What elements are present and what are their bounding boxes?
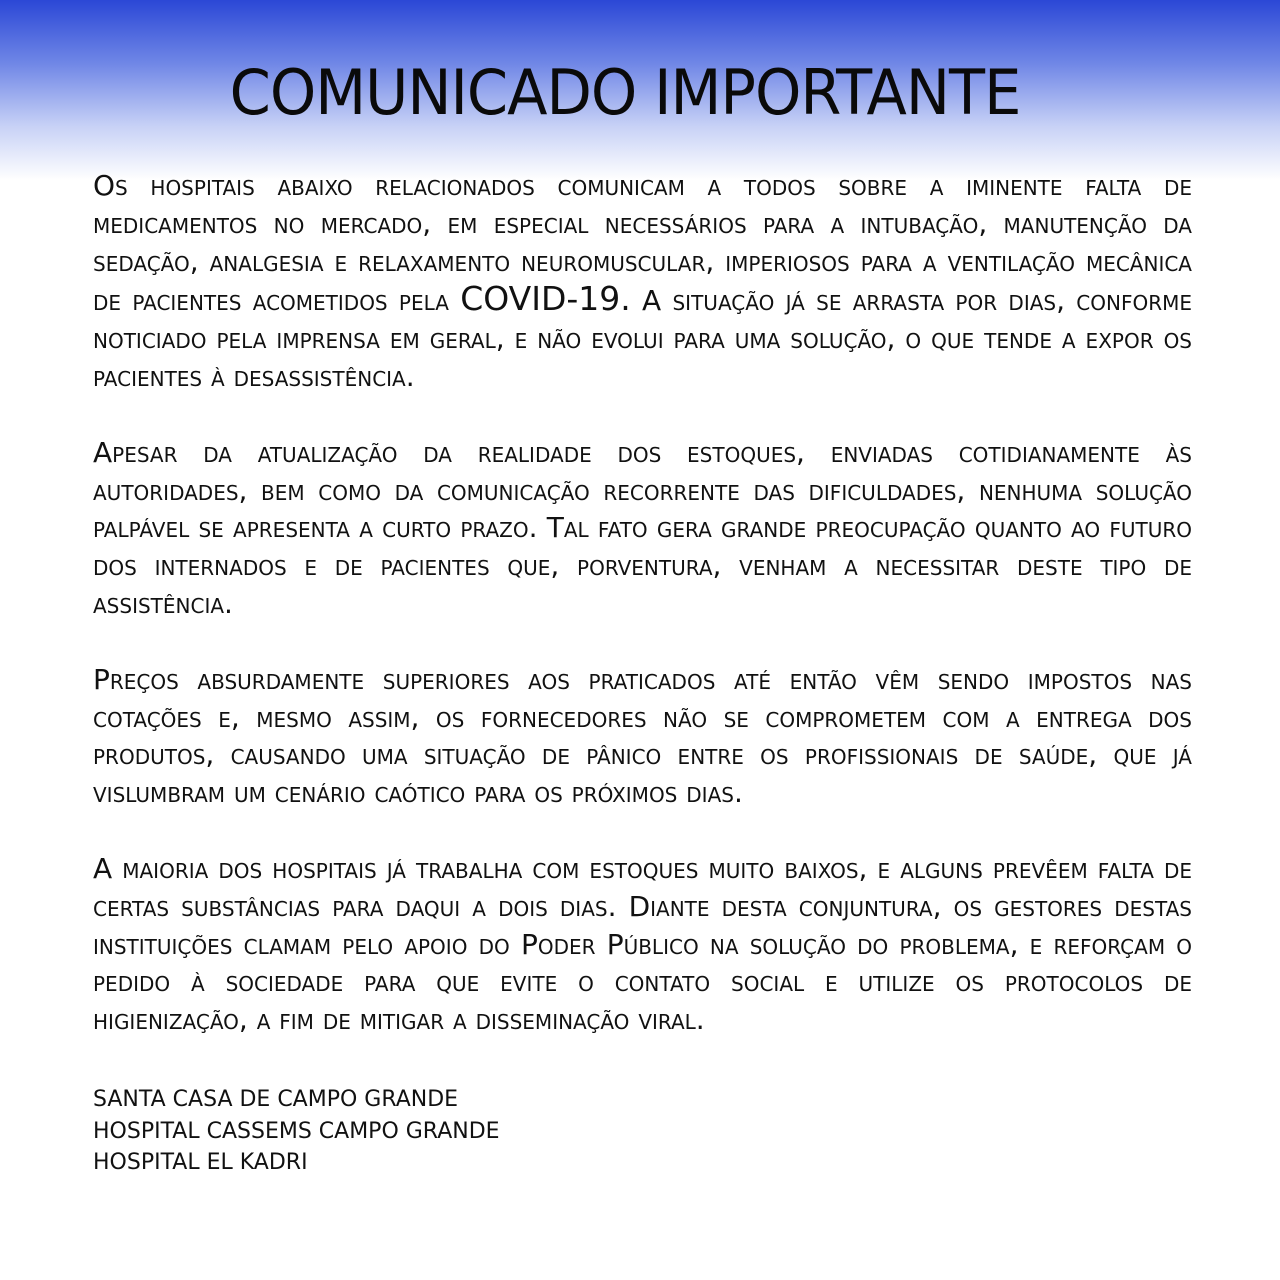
signature-list [93, 1084, 500, 1179]
paragraph-2: Apesar da atualização da realidade dos estoques, enviadas cotidianamente às autoridades, bem como da comunicação recorrente das dificuldades, nenhuma solução palpável se apresenta a curto prazo. Tal fato gera grande preocupação quanto ao futuro dos internados e de pacientes que, porventura, venham a necessitar deste tipo de assistência. [93, 435, 1192, 620]
paragraph-1 [93, 167, 1192, 396]
paragraph-1-text-a: Os hospitais abaixo relacionados comunicam a todos sobre a iminente falta de medicamentos no mercado, em especial necessários para a intubação, manutenção da sedação, analgesia e relaxamento neuromuscular, imperiosos para a ventilação mecânica de pacientes acometidos pela [93, 169, 1192, 318]
signature-el-kadri: HOSPITAL EL KADRI [93, 1150, 308, 1175]
page-title: COMUNICADO IMPORTANTE [229, 56, 1021, 129]
paragraph-3: Preços absurdamente superiores aos praticados até então vêm sendo impostos nas cotações e, mesmo assim, os fornecedores não se comprometem com a entrega dos produtos, causando uma situação de pânico entre os profissionais de saúde, que já vislumbram um cenário caótico para os próximos dias. [93, 662, 1193, 810]
signature-santa-casa: SANTA CASA DE CAMPO GRANDE [93, 1087, 459, 1112]
covid-highlight: COVID-19. [460, 279, 631, 319]
paragraph-4: A maioria dos hospitais já trabalha com estoques muito baixos, e alguns prevêem falta de certas substâncias para daqui a dois dias. Diante desta conjuntura, os gestores destas instituições clamam pelo apoio do Poder Público na solução do problema, e reforçam o pedido à sociedade para que evite o contato social e utilize os protocolos de higienização, a fim de mitigar a disseminação viral. [93, 851, 1192, 1037]
signature-cassems: HOSPITAL CASSEMS CAMPO GRANDE [93, 1118, 500, 1144]
notice-body [93, 167, 1192, 1077]
paragraph-1-text-b: A situação já se arrasta por dias, conforme noticiado pela imprensa em geral, e não evolui para uma solução, o que tende a expor os pacientes à desassistência. [93, 284, 1192, 393]
